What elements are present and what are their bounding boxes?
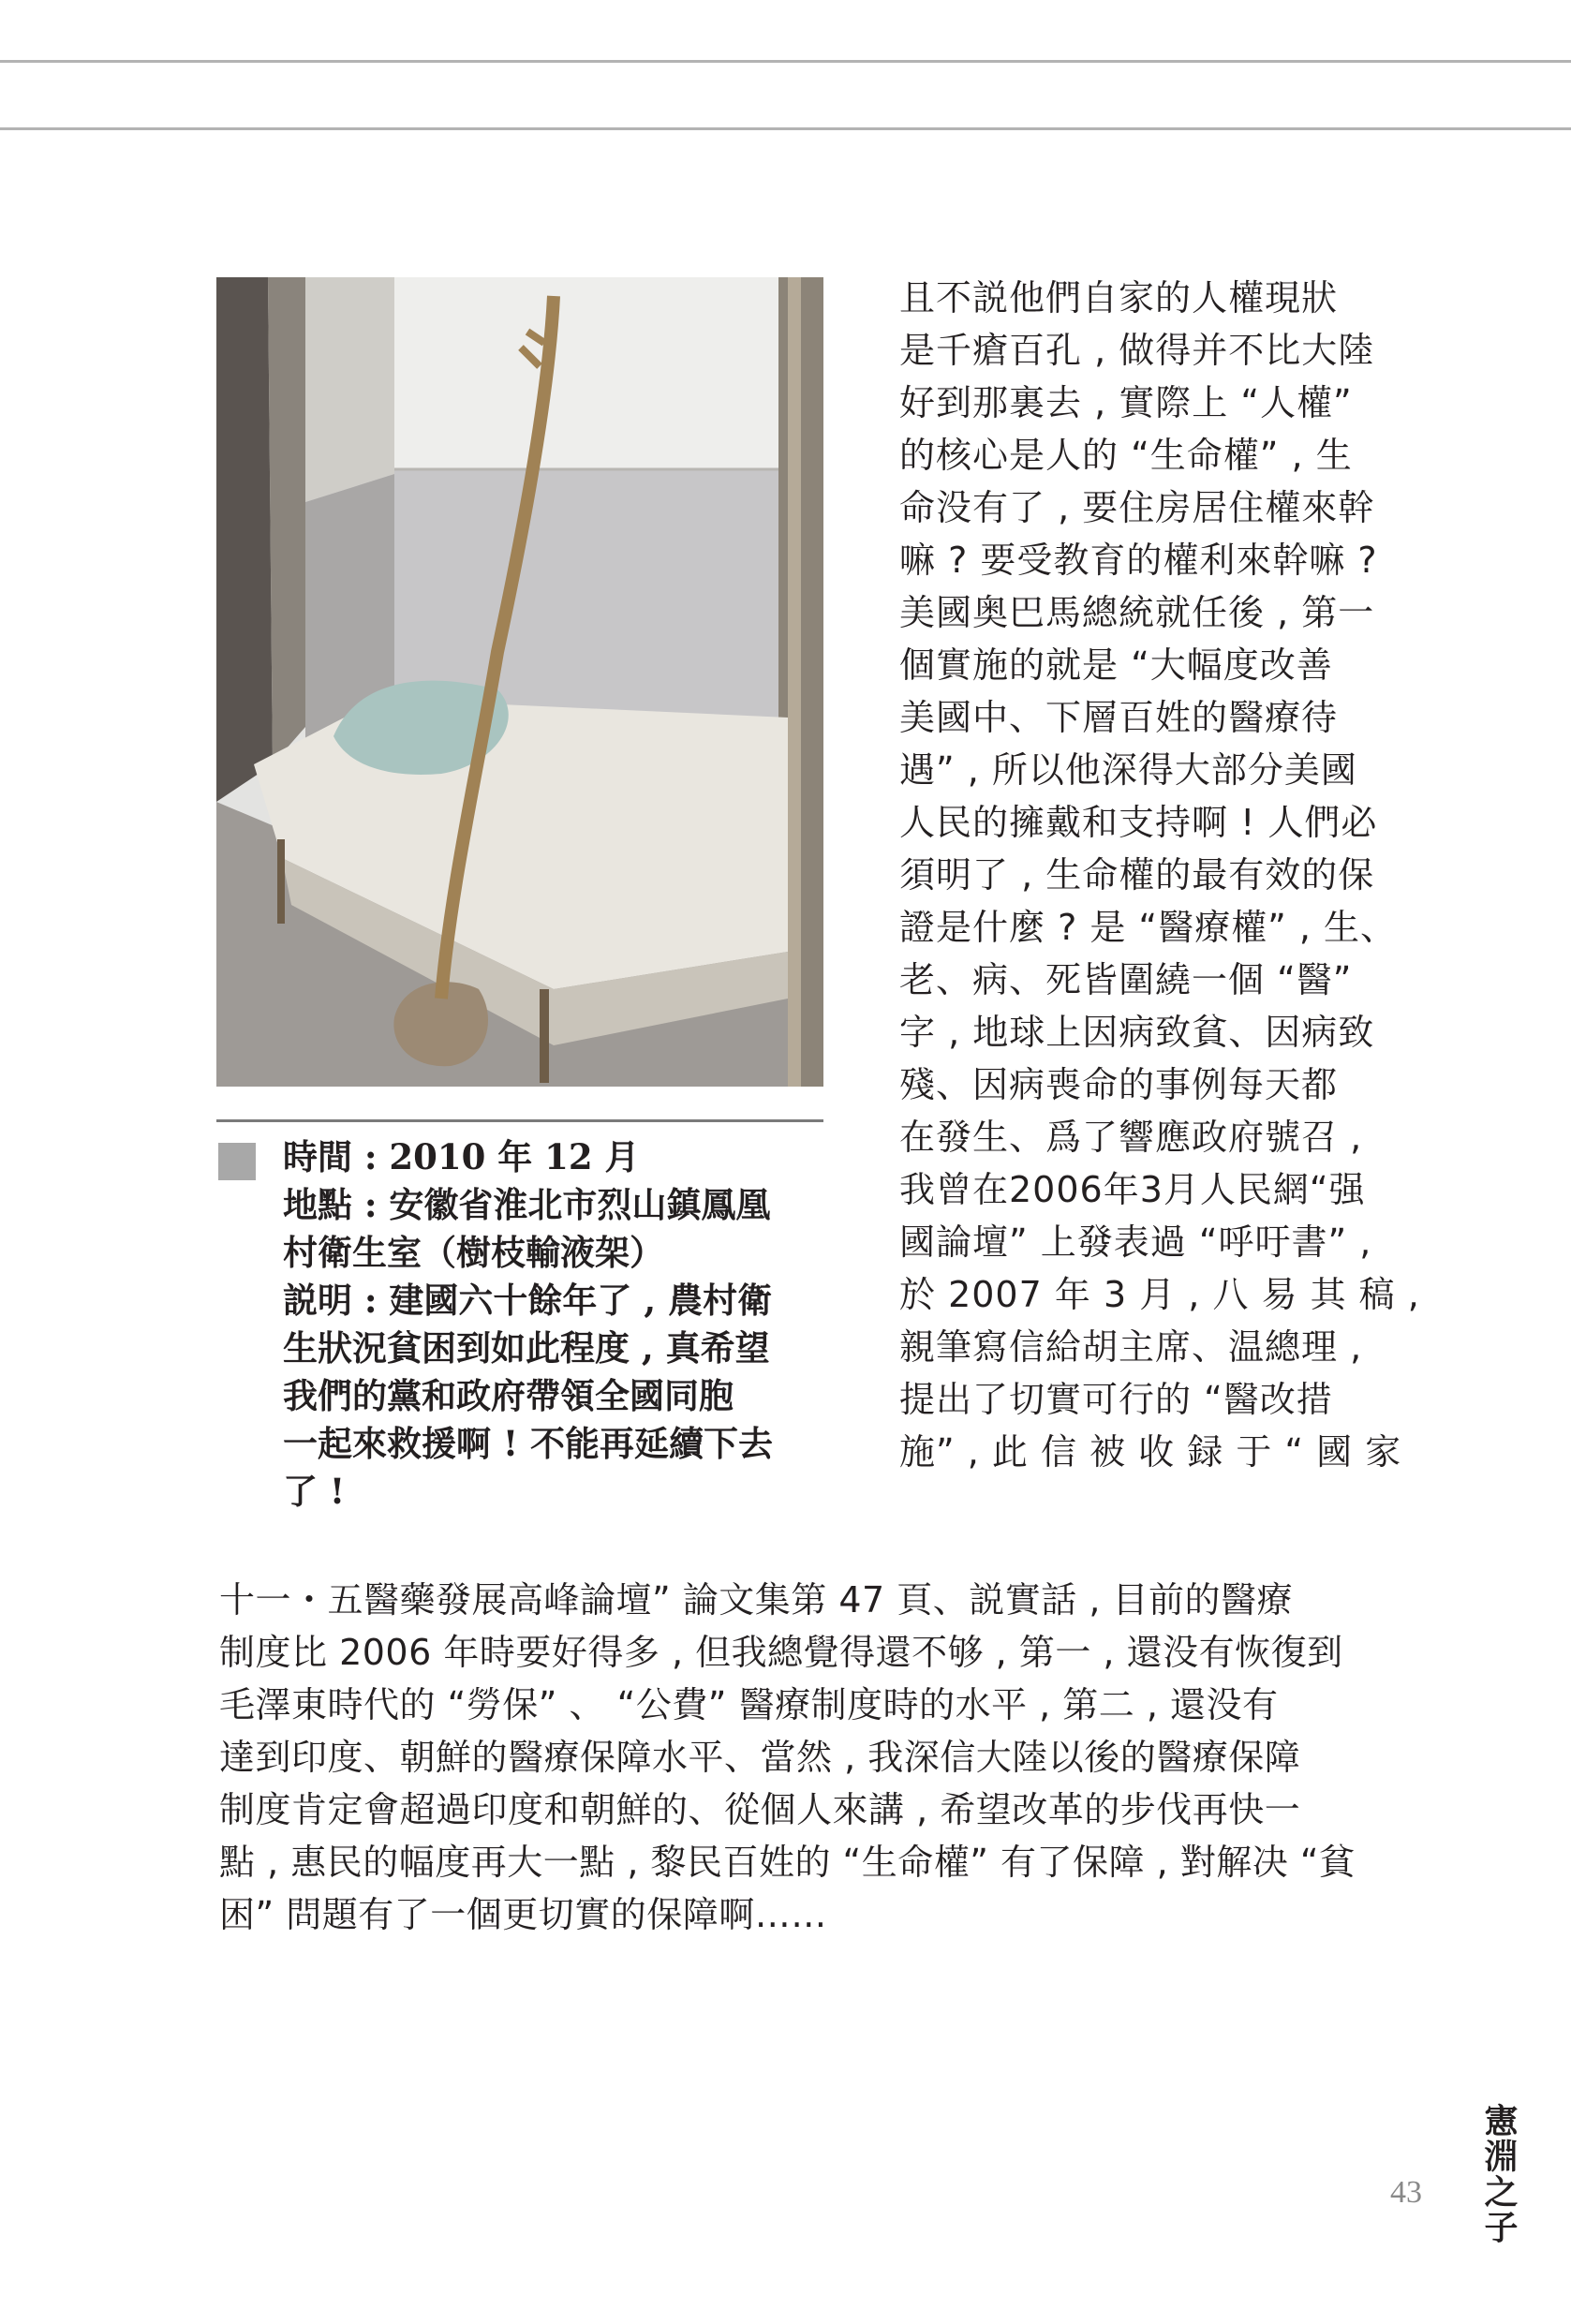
text-line: 的核心是人的 “生命權” , 生 [899, 435, 1353, 476]
text-line: 毛澤東時代的 “勞保” 、 “公費” 醫療制度時的水平 , 第二 , 還没有 [219, 1684, 1279, 1725]
text-line: 字 , 地球上因病致貧、因病致 [899, 1012, 1375, 1053]
text-line: 美國奥巴馬總統就任後 , 第一 [899, 592, 1375, 633]
text-line: 嘛 ? 要受教育的權利來幹嘛 ? [899, 540, 1378, 581]
text-line: 制度比 2006 年時要好得多 , 但我總覺得還不够 , 第一 , 還没有恢復到 [219, 1632, 1343, 1673]
text-line: 點 , 惠民的幅度再大一點 , 黎民百姓的 “生命權” 有了保障 , 對解决 “貧 [219, 1842, 1356, 1883]
right-column-text [899, 272, 1420, 1478]
series-title: 憲淵之子 [1479, 2103, 1518, 2245]
caption-place-line-1: 地點 : 安徽省淮北市烈山鎮鳳凰 [283, 1184, 771, 1225]
text-line: 個實施的就是 “大幅度改善 [899, 644, 1333, 686]
text-line: 是千瘡百孔 , 做得并不比大陸 [899, 330, 1375, 371]
text-line: 達到印度、朝鮮的醫療保障水平、當然 , 我深信大陸以後的醫療保障 [219, 1737, 1301, 1778]
text-line: 制度肯定會超過印度和朝鮮的、從個人來講 , 希望改革的步伐再快一 [219, 1789, 1301, 1830]
text-line: 老、病、死皆圍繞一個 “醫” [899, 959, 1353, 1000]
text-line: 命没有了 , 要住房居住權來幹 [899, 487, 1375, 528]
text-line: 提出了切實可行的 “醫改措 [899, 1379, 1333, 1420]
caption-note-line-5: 了 ! [283, 1471, 346, 1512]
text-line: 且不説他們自家的人權現狀 [899, 277, 1339, 318]
caption-rule [216, 1119, 823, 1122]
header-rule-top [0, 60, 1571, 63]
clinic-room-photo [216, 277, 823, 1087]
text-line: 須明了 , 生命權的最有效的保 [899, 854, 1375, 896]
caption-time: 時間 : 2010 年 12 月 [283, 1136, 640, 1177]
text-line: 證是什麼 ? 是 “醫療權” , 生、 [899, 907, 1398, 948]
header-rule-bottom [0, 127, 1571, 130]
caption-marker [218, 1143, 256, 1180]
bottom-paragraph [219, 1574, 1409, 1941]
text-line: 親筆寫信給胡主席、温總理 , [899, 1326, 1363, 1368]
text-line: 好到那裏去 , 實際上 “人權” [899, 382, 1353, 423]
caption-note-line-2: 生狀況貧困到如此程度 , 真希望 [283, 1327, 770, 1369]
text-line: 施” , 此 信 被 收 録 于 “ 國 家 [899, 1431, 1402, 1473]
caption-note-line-3: 我們的黨和政府帶領全國同胞 [283, 1375, 734, 1416]
page-number: 43 [1390, 2175, 1422, 2210]
text-line: 殘、因病喪命的事例每天都 [899, 1064, 1339, 1105]
caption-note-line-1: 説明 : 建國六十餘年了 , 農村衛 [283, 1280, 773, 1321]
text-line: 於 2007 年 3 月 , 八 易 其 稿 , [899, 1274, 1420, 1315]
text-line: 困” 問題有了一個更切實的保障啊…… [219, 1894, 827, 1935]
photo-caption [283, 1133, 836, 1516]
text-line: 人民的擁戴和支持啊 ! 人們必 [899, 802, 1378, 843]
text-line: 遇” , 所以他深得大部分美國 [899, 749, 1357, 791]
text-line: 美國中、下層百姓的醫療待 [899, 697, 1339, 738]
text-line: 在發生、爲了響應政府號召 , [899, 1117, 1363, 1158]
text-line: 我曾在2006年3月人民網“强 [899, 1169, 1366, 1210]
caption-note-line-4: 一起來救援啊 ! 不能再延續下去 [283, 1423, 774, 1464]
text-line: 十一・五醫藥發展高峰論壇” 論文集第 47 頁、説實話 , 目前的醫療 [219, 1579, 1294, 1621]
caption-place-line-2: 村衛生室（樹枝輸液架） [283, 1232, 664, 1273]
text-line: 國論壇” 上發表過 “呼吁書” , [899, 1221, 1372, 1263]
